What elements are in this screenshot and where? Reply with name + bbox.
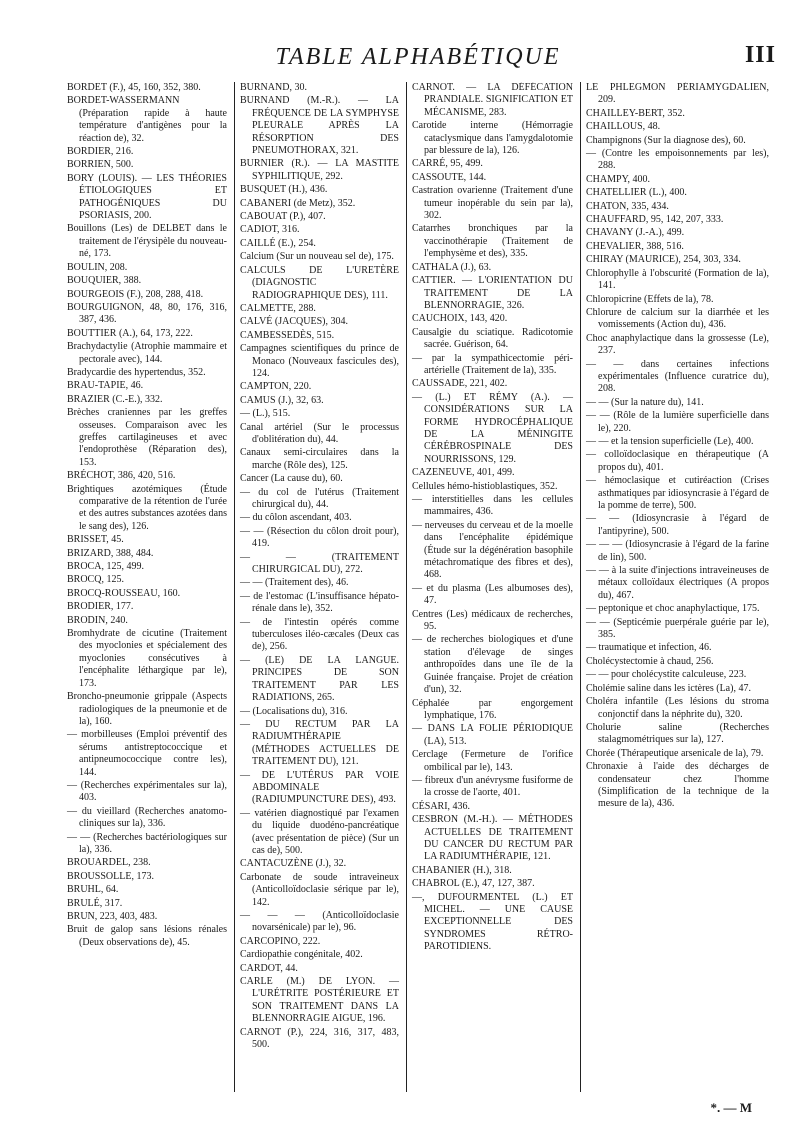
index-entry: — (L.), 515.: [240, 408, 291, 420]
index-entry: Chronaxie à l'aide des décharges de condensateur chez l'homme (Simplification de la technique de la mesure de la), 436.: [586, 761, 769, 810]
index-entry: — — (Septicémie puerpérale guérie par le), 385.: [586, 616, 769, 641]
index-entry: — — (Résection du côlon droit pour), 419.: [240, 525, 399, 550]
index-entry: Chlorure de calcium sur la diarrhée et les vomissements (Action du), 436.: [586, 306, 769, 331]
index-entry: BURNIER (R.). — LA MASTITE SYPHILITIQUE, 292.: [240, 158, 399, 182]
index-entry: Brightiques azotémiques (Étude comparative de la rétention de l'urée et des autres substances azotées dans le sang des), 126.: [67, 483, 227, 532]
index-entry: BOURGEOIS (F.), 208, 288, 418.: [67, 288, 204, 300]
index-entry: Chlorophylle à l'obscurité (Formation de la), 141.: [586, 267, 769, 292]
index-entry: CADIOT, 316.: [240, 224, 300, 236]
index-entry: Centres (Les) médicaux de recherches, 95.: [412, 608, 573, 633]
index-entry: CAMBESSEDÈS, 515.: [240, 329, 335, 341]
index-entry: Cholurie saline (Recherches stalagmométriques sur la), 127.: [586, 721, 769, 746]
index-entry: BROCQ, 125.: [67, 574, 124, 586]
index-entry: CATHALA (J.), 63.: [412, 261, 492, 273]
index-entry: CHAUFFARD, 95, 142, 207, 333.: [586, 214, 724, 226]
index-entry: — — à la suite d'injections intraveineuses de métaux colloïdaux électriques (A propos du), 467.: [586, 565, 769, 601]
index-entry: — DU RECTUM PAR LA RADIUMTHÉRAPIE (MÉTHODES ACTUELLES DE TRAITEMENT DU), 121.: [240, 718, 399, 768]
index-entry: — (LE) DE LA LANGUE. PRINCIPES DE SON TRAITEMENT PAR LES RADIATIONS, 265.: [240, 654, 399, 704]
index-entry: BOURGUIGNON, 48, 80, 176, 316, 387, 436.: [67, 301, 227, 326]
index-entry: — par la sympathicectomie péri-artérielle (Traitement de la), 335.: [412, 352, 573, 376]
index-entry: Bradycardie des hypertendus, 352.: [67, 366, 206, 378]
index-entry: CARNOT. — LA DÉFÉCATION PRANDIALE. SIGNIFICATION ET MÉCANISME, 283.: [412, 82, 573, 118]
index-entry: BURNAND, 30.: [240, 82, 307, 93]
index-entry: BROUSSOLLE, 173.: [67, 870, 154, 882]
index-entry: Carbonate de soude intraveineux (Anticolloïdoclasie sérique par le), 142.: [240, 871, 399, 908]
index-entry: CHATON, 335, 434.: [586, 200, 669, 212]
index-entry: — traumatique et infection, 46.: [586, 642, 712, 654]
index-entry: — du côlon ascendant, 403.: [240, 512, 352, 524]
index-entry: BORDIER, 216.: [67, 146, 134, 158]
index-entry: CATTIER. — L'ORIENTATION DU TRAITEMENT DE LA BLENNORRAGIE, 326.: [412, 275, 573, 311]
index-entry: CAUCHOIX, 143, 420.: [412, 313, 508, 325]
index-entry: CASSOUTE, 144.: [412, 171, 487, 183]
index-entry: BOUQUIER, 388.: [67, 275, 142, 287]
index-entry: CÉSARI, 436.: [412, 800, 471, 812]
index-entry: CALVÉ (JACQUES), 304.: [240, 316, 348, 328]
index-entry: BRUN, 223, 403, 483.: [67, 911, 158, 922]
index-entry: BOUTTIER (A.), 64, 173, 222.: [67, 327, 193, 339]
index-entry: Chorée (Thérapeutique arsenicale de la), 79.: [586, 747, 764, 759]
index-entry: Castration ovarienne (Traitement d'une tumeur inopérable du sein par la), 302.: [412, 185, 573, 222]
index-entry: CABANERI (de Metz), 352.: [240, 197, 356, 209]
index-entry: Carotide interne (Hémorragie cataclysmique dans l'amygdalotomie par blessure de la), 126.: [412, 120, 573, 157]
index-entry: — (Recherches expérimentales sur la), 403.: [67, 779, 227, 804]
index-entry: — — — (Idiosyncrasie à l'égard de la farine de lin), 500.: [586, 539, 769, 563]
index-entry: CARNOT (P.), 224, 316, 317, 483, 500.: [240, 1026, 399, 1051]
index-entry: — — (Idiosyncrasie à l'égard de l'antipyrine), 500.: [586, 513, 769, 537]
index-entry: — (Localisations du), 316.: [240, 705, 348, 717]
index-entry: CAILLÉ (E.), 254.: [240, 237, 316, 249]
index-entry: — nerveuses du cerveau et de la moelle dans l'encéphalite épidémique (Étude sur la dégénération basophile métachromatique des fibres et des), 468.: [412, 519, 573, 581]
index-entry: BRÉCHOT, 386, 420, 516.: [67, 470, 176, 482]
index-entry: CHEVALIER, 388, 516.: [586, 240, 684, 252]
index-entry: CARLE (M.) DE LYON. — L'URÉTRITE POSTÉRIEURE ET SON TRAITEMENT DANS LA BLENNORRAGIE AIGUE, 196.: [240, 976, 399, 1025]
index-entry: — — — (Anticolloïdoclasie novarsénicale) par le), 96.: [240, 910, 399, 934]
index-entry: BROCQ-ROUSSEAU, 160.: [67, 587, 181, 599]
index-entry: Chloropicrine (Effets de la), 78.: [586, 293, 714, 305]
index-entry: Calcium (Sur un nouveau sel de), 175.: [240, 251, 394, 263]
index-entry: Champignons (Sur la diagnose des), 60.: [586, 134, 746, 146]
index-entry: — de recherches biologiques et d'une station d'élevage de singes anthropoïdes dans une île de la Guinée française. Projet de création d'un), 32.: [412, 634, 573, 696]
index-entry: CARRÉ, 95, 499.: [412, 158, 483, 170]
index-entry: BORY (LOUIS). — LES THÉORIES ÉTIOLOGIQUES ET PATHOGÉNIQUES DU PSORIASIS, 200.: [67, 172, 227, 222]
signature-mark: *. — M: [710, 1100, 752, 1115]
index-entry: — — (Traitement des), 46.: [240, 577, 349, 589]
index-entry: Cerclage (Fermeture de l'orifice ombilical par le), 143.: [412, 749, 573, 773]
index-entry: BROUARDEL, 238.: [67, 857, 151, 869]
index-entry: — fibreux d'un anévrysme fusiforme de la crosse de l'aorte, 401.: [412, 774, 573, 799]
index-entry: — hémoclasique et cutiréaction (Crises asthmatiques par idiosyncrasie à l'égard de la pomme de terre), 500.: [586, 475, 769, 511]
index-entry: — (Contre les empoisonnements par les), 288.: [586, 148, 769, 172]
index-entry: Céphalée par engorgement lymphatique, 176.: [412, 697, 573, 721]
index-entry: BRULÉ, 317.: [67, 897, 123, 909]
index-entry: BUSQUET (H.), 436.: [240, 184, 328, 196]
index-entry: CAUSSADE, 221, 402.: [412, 378, 508, 390]
index-entry: Cholémie saline dans les ictères (La), 47.: [586, 682, 751, 694]
index-entry: CAZENEUVE, 401, 499.: [412, 467, 515, 479]
index-entry: Bromhydrate de cicutine (Traitement des myoclonies et spécialement des myoclonies consécutives à l'encéphalite léthargique par le), 173.: [67, 628, 227, 689]
index-entry: Choc anaphylactique dans la grossesse (Le), 237.: [586, 332, 769, 357]
index-entry: Choléra infantile (Les lésions du stroma conjonctif dans la néphrite du), 320.: [586, 696, 769, 720]
index-entry: — et du plasma (Les albumoses des), 47.: [412, 582, 573, 607]
index-entry: BRAU-TAPIE, 46.: [67, 380, 144, 392]
index-entry: — DE L'UTÉRUS PAR VOIE ABDOMINALE (RADIUMPUNCTURE DES), 493.: [240, 769, 399, 806]
index-entry: BORDET (F.), 45, 160, 352, 380.: [67, 82, 201, 93]
index-entry: CHAILLEY-BERT, 352.: [586, 107, 685, 119]
index-entry: CHIRAY (MAURICE), 254, 303, 334.: [586, 254, 741, 266]
index-entry: — peptonique et choc anaphylactique, 175.: [586, 603, 760, 615]
page-title: TABLE ALPHABÉTIQUE: [275, 44, 561, 70]
index-entry: CHATELLIER (L.), 400.: [586, 187, 687, 199]
index-entry: CALCULS DE L'URETÈRE (DIAGNOSTIC RADIOGRAPHIQUE DES), 111.: [240, 264, 399, 301]
index-entry: CHAILLOUS, 48.: [586, 121, 661, 133]
index-entry: Canal artériel (Sur le processus d'oblitération du), 44.: [240, 421, 399, 445]
index-entry: Brèches craniennes par les greffes osseuses. Comparaison avec les greffes cartilagineuses et avec l'endoprothèse (Réparation des), 153.: [67, 407, 227, 468]
index-entry: — (L.) ET RÉMY (A.). — CONSIDÉRATIONS SUR LA FORME HYDROCÉPHALIQUE DE LA MÉNINGITE CÉRÉBROSPINALE DES NOURRISSONS, 129.: [412, 391, 573, 465]
index-entry: BRUHL, 64.: [67, 884, 119, 896]
index-entry: CAMUS (J.), 32, 63.: [240, 394, 324, 406]
index-entry: BRODIN, 240.: [67, 614, 128, 626]
page-header: [60, 40, 776, 80]
index-entry: CAMPTON, 220.: [240, 381, 312, 393]
index-entry: BURNAND (M.-R.). — LA FRÉQUENCE DE LA SYMPHYSE PLEURALE APRÈS LA RÉSORPTION DES PNEUMOTHORAX, 321.: [240, 95, 399, 157]
page-number: III: [744, 42, 776, 68]
index-entry: BRAZIER (C.-E.), 332.: [67, 393, 163, 405]
index-entry: BORDET-WASSERMANN (Préparation rapide à haute température d'antigènes pour la réaction de), 32.: [67, 95, 227, 144]
index-entry: Catarrhes bronchiques par la vaccinothérapie (Traitement de l'emphysème et des), 335.: [412, 223, 573, 260]
index-entry: Campagnes scientifiques du prince de Monaco (Nouveaux fascicules des), 124.: [240, 343, 399, 379]
index-entry: Canaux semi-circulaires dans la marche (Rôle des), 125.: [240, 447, 399, 471]
index-entry: Cardiopathie congénitale, 402.: [240, 949, 363, 961]
index-entry: BRODIER, 177.: [67, 601, 134, 613]
index-entry: — — dans certaines infections expérimentales (Influence curatrice du), 208.: [586, 358, 769, 395]
index-entry: — — (Rôle de la lumière superficielle dans le), 220.: [586, 410, 769, 434]
index-column-3: [406, 82, 578, 1092]
index-entry: BOULIN, 208.: [67, 261, 128, 273]
index-entry: LE PHLEGMON PÉRIAMYGDALIEN, 209.: [586, 82, 769, 106]
index-entry: Bruit de galop sans lésions rénales (Deux observations de), 45.: [67, 924, 227, 948]
index-entry: Cholécystectomie à chaud, 256.: [586, 655, 714, 667]
index-entry: — — (TRAITEMENT CHIRURGICAL DU), 272.: [240, 551, 399, 576]
index-entry: CALMETTE, 288.: [240, 302, 316, 314]
index-entry: BRISSET, 45.: [67, 534, 124, 546]
index-entry: — — et la tension superficielle (Le), 400.: [586, 435, 754, 447]
index-entry: CHABANIER (H.), 318.: [412, 864, 512, 876]
index-entry: — interstitielles dans les cellules mammaires, 436.: [412, 494, 573, 518]
index-columns: [62, 82, 774, 1092]
index-entry: — vatérien diagnostiqué par l'examen du liquide duodéno-pancréatique (avec présentation de pièce) (Sur un cas de), 500.: [240, 807, 399, 856]
index-entry: — de l'estomac (L'insuffisance hépato-rénale dans le), 352.: [240, 590, 399, 615]
index-entry: CHABROL (E.), 47, 127, 387.: [412, 878, 535, 890]
index-entry: — — (Sur la nature du), 141.: [586, 396, 704, 408]
index-entry: Broncho-pneumonie grippale (Aspects radiologiques de la pneumonie et de la), 160.: [67, 691, 227, 727]
index-entry: — du col de l'utérus (Traitement chirurgical du), 44.: [240, 486, 399, 510]
index-entry: Cellules hémo-histioblastiques, 352.: [412, 480, 558, 492]
index-entry: CANTACUZÈNE (J.), 32.: [240, 858, 347, 870]
index-entry: BROCA, 125, 499.: [67, 561, 144, 573]
index-column-4: [580, 82, 774, 1092]
index-entry: CABOUAT (P.), 407.: [240, 211, 326, 223]
index-entry: — de l'intestin opérés comme tuberculoses iléo-cæcales (Deux cas de), 256.: [240, 616, 399, 653]
index-entry: —, DUFOURMENTEL (L.) ET MICHEL. — UNE CAUSE EXCEPTIONNELLE DES SYNDROMES RÉTRO-PAROTIDIENS.: [412, 891, 573, 953]
index-entry: — du vieillard (Recherches anatomo-cliniques sur la), 336.: [67, 805, 227, 830]
index-entry: Brachydactylie (Atrophie mammaire et pectorale avec), 144.: [67, 341, 227, 365]
index-entry: CHAVANY (J.-A.), 499.: [586, 227, 685, 239]
index-entry: Cancer (La cause du), 60.: [240, 473, 343, 485]
index-entry: CHAMPY, 400.: [586, 173, 650, 185]
index-entry: — morbilleuses (Emploi préventif des sérums antistreptococcique et antipneumococcique contre les), 144.: [67, 729, 227, 778]
index-column-1: [62, 82, 232, 1092]
index-entry: — colloïdoclasique en thérapeutique (A propos du), 401.: [586, 449, 769, 473]
index-entry: — DANS LA FOLIE PÉRIODIQUE (LA), 513.: [412, 723, 573, 747]
index-entry: CARDOT, 44.: [240, 962, 298, 974]
index-entry: Causalgie du sciatique. Radicotomie sacrée. Guérison, 64.: [412, 326, 573, 351]
index-entry: Bouillons (Les) de DELBET dans le traitement de l'érysipèle du nouveau-né, 173.: [67, 223, 227, 260]
index-column-2: [234, 82, 404, 1092]
index-entry: CESBRON (M.-H.). — MÉTHODES ACTUELLES DE TRAITEMENT DU CANCER DU RECTUM PAR LA RADIUMTHÉRAPIE, 121.: [412, 814, 573, 863]
index-entry: BRIZARD, 388, 484.: [67, 547, 154, 559]
index-entry: — — pour cholécystite calculeuse, 223.: [586, 669, 747, 681]
index-entry: — — (Recherches bactériologiques sur la), 336.: [67, 831, 227, 855]
index-entry: CARCOPINO, 222.: [240, 935, 321, 947]
index-entry: BORRIEN, 500.: [67, 159, 134, 171]
